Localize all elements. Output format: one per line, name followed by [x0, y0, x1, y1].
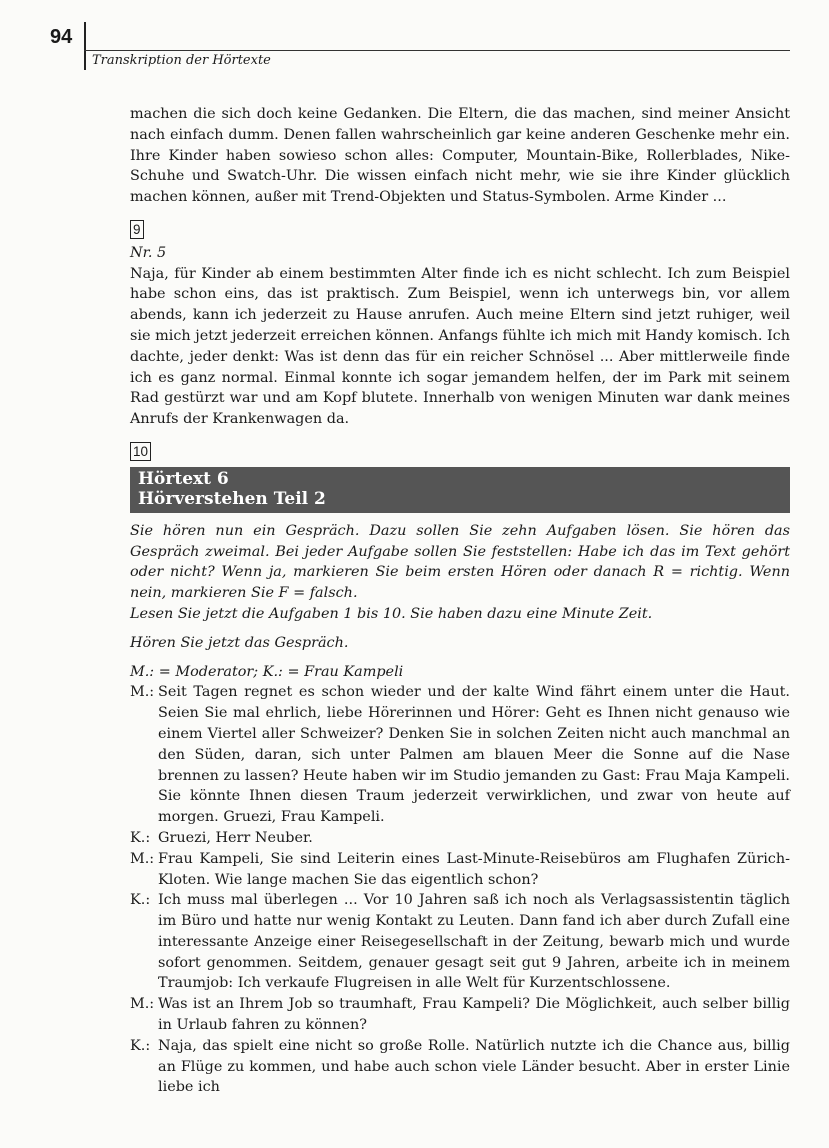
utterance: Frau Kampeli, Sie sind Leiterin eines Last-Minute-Reisebüros am Flughafen Zürich-Kloten. Wie lange machen Sie das eigentlich schon? — [158, 850, 790, 888]
dialogue — [130, 682, 790, 1098]
dialogue-line — [130, 682, 790, 828]
page-number: 94 — [50, 26, 73, 48]
header-divider-vertical — [84, 22, 86, 70]
section-subtitle: Hörverstehen Teil 2 — [138, 488, 326, 509]
track-number-badge: 9 — [130, 220, 144, 239]
speaker: M.: — [130, 996, 155, 1013]
speaker: M.: — [130, 850, 155, 867]
section-title: Hörtext 6 — [138, 468, 229, 489]
page-body — [130, 104, 790, 1098]
header-rule — [84, 50, 790, 51]
dialogue-line — [130, 994, 790, 1036]
listen-instruction: Hören Sie jetzt das Gespräch. — [130, 634, 349, 651]
utterance: Ich muss mal überlegen ... Vor 10 Jahren saß ich noch als Verlagsassistentin täglich im Büro und hatte nur wenig Kontakt zu Leuten. Dann fand ich aber durch Zufall eine interessante Anzeige einer Reisegesellschaft in der Zeitung, bewarb mich und wurde sofort genommen. Seitdem, genauer gesagt seit gut 9 Jahren, arbeite ich in meinem Traumjob: Ich verkaufe Flugreisen in alle Welt für Kurzentschlossene. — [158, 892, 790, 992]
intro-paragraph: machen die sich doch keine Gedanken. Die Eltern, die das machen, sind meiner Ansicht nach einfach dumm. Denen fallen wahrscheinlich gar keine anderen Geschenke mehr ein. Ihre Kinder haben sowieso schon alles: Computer, Mountain-Bike, Rollerblades, Nike-Schuhe und Swatch-Uhr. Die wissen einfach nicht mehr, wie sie ihre Kinder glücklich machen können, außer mit Trend-Objekten und Status-Symbolen. Arme Kinder ... — [130, 106, 790, 206]
speaker-legend: M.: = Moderator; K.: = Frau Kampeli — [130, 663, 404, 680]
track-number-badge: 10 — [130, 442, 151, 461]
track-9-text: Naja, für Kinder ab einem bestimmten Alter finde ich es nicht schlecht. Ich zum Beispiel habe schon eins, das ist praktisch. Zum Beispiel, wenn ich unterwegs bin, vor allem abends, kann ich jederzeit zu Hause anrufen. Auch meine Eltern sind jetzt ruhiger, weil sie mich jetzt jederzeit erreichen können. Anfangs fühlte ich mich mit Handy komisch. Ich dachte, jeder denkt: Was ist denn das für ein reicher Schnösel ... Aber mittlerweile finde ich es ganz normal. Einmal konnte ich sogar jemandem helfen, der im Park mit seinem Rad gestürzt war und am Kopf blutete. Innerhalb von wenigen Minuten war dank meines Anrufs der Krankenwagen da. — [130, 265, 790, 428]
section-title-box — [130, 467, 790, 513]
speaker: K.: — [130, 829, 151, 846]
running-header: Transkription der Hörtexte — [92, 53, 271, 68]
section-label: Nr. 5 — [130, 244, 167, 261]
utterance: Seit Tagen regnet es schon wieder und der kalte Wind fährt einem unter die Haut. Seien Sie mal ehrlich, liebe Hörerinnen und Hörer: Geht es Ihnen nicht genauso wie einem Viertel aller Schweizer? Denken Sie in solchen Zeiten nicht auch manchmal an den Süden, daran, sich unter Palmen am blauen Meer die Sonne auf die Nase brennen zu lassen? Heute haben wir im Studio jemanden zu Gast: Frau Maja Kampeli. Sie könnte Ihnen diesen Traum jederzeit verwirklichen, und zwar von heute auf morgen. Gruezi, Frau Kampeli. — [158, 684, 790, 826]
dialogue-line — [130, 828, 790, 849]
speaker: M.: — [130, 684, 155, 701]
dialogue-line — [130, 890, 790, 994]
utterance: Was ist an Ihrem Job so traumhaft, Frau Kampeli? Die Möglichkeit, auch selber billig in Urlaub fahren zu können? — [158, 996, 790, 1034]
instructions-time: Lesen Sie jetzt die Aufgaben 1 bis 10. Sie haben dazu eine Minute Zeit. — [130, 605, 653, 622]
speaker: K.: — [130, 892, 151, 909]
speaker: K.: — [130, 1037, 151, 1054]
utterance: Gruezi, Herr Neuber. — [158, 829, 313, 846]
dialogue-line — [130, 849, 790, 891]
dialogue-line — [130, 1036, 790, 1098]
track-9-marker — [130, 220, 790, 241]
instructions: Sie hören nun ein Gespräch. Dazu sollen Sie zehn Aufgaben lösen. Sie hören das Gespräch zweimal. Bei jeder Aufgabe sollen Sie feststellen: Habe ich das im Text gehört oder nicht? Wenn ja, markieren Sie beim ersten Hören oder danach R = richtig. Wenn nein, markieren Sie F = falsch. — [130, 522, 790, 602]
track-10-marker — [130, 442, 790, 463]
utterance: Naja, das spielt eine nicht so große Rolle. Natürlich nutzte ich die Chance aus, billig an Flüge zu kommen, und habe auch schon viele Länder besucht. Aber in erster Linie liebe ich — [158, 1037, 790, 1096]
